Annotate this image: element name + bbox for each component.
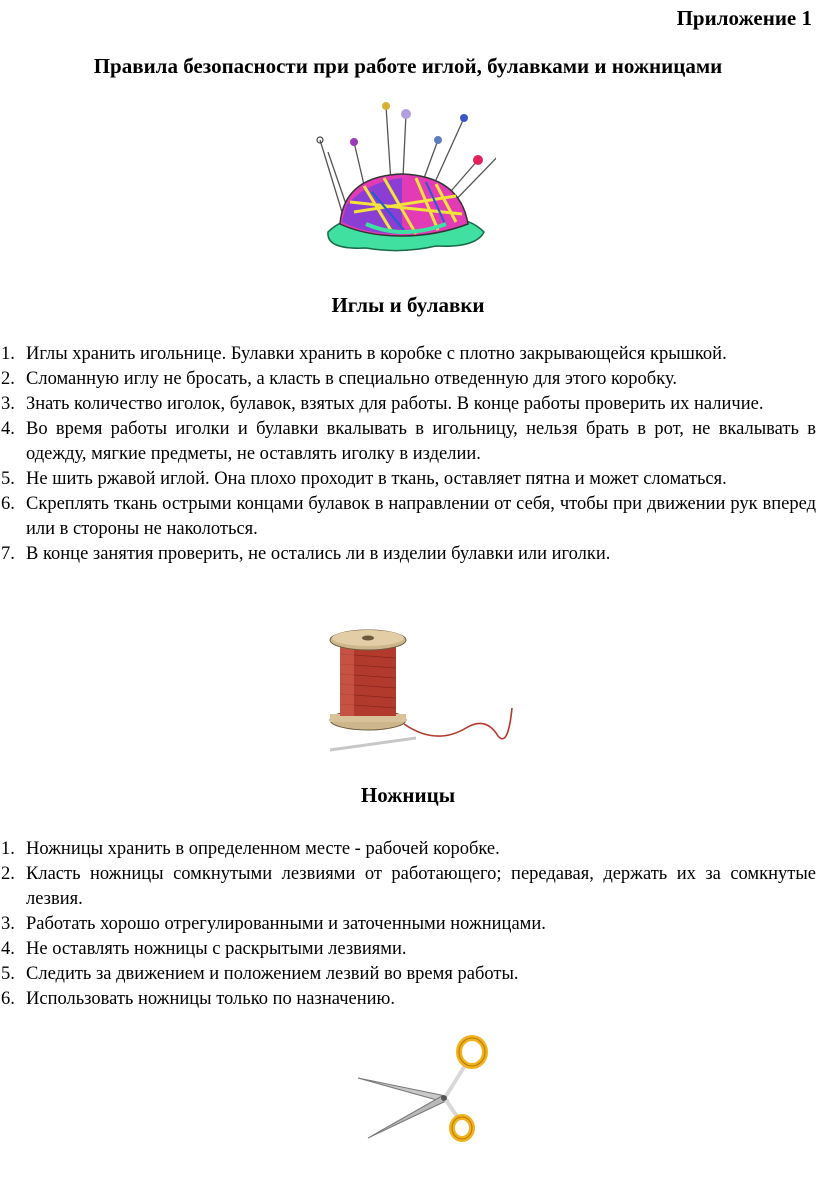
list-item: 4. Во время работы иголки и булавки вкалывать в игольницу, нельзя брать в рот, не вкалывать в одежду, мягкие предметы, не оставлять иголку в изделии. [1, 419, 816, 464]
list-item: 4. Не оставлять ножницы с раскрытыми лезвиями. [1, 939, 407, 959]
pincushion-icon [306, 102, 496, 258]
scissors-rules-list [0, 837, 816, 1012]
appendix-label: Приложение 1 [676, 6, 812, 30]
list-item: 6. Скреплять ткань острыми концами булавок в направлении от себя, чтобы при движении рук вперед или в стороны не наколоться. [1, 494, 816, 539]
list-item: 3. Знать количество иголок, булавок, взятых для работы. В конце работы проверить их наличие. [1, 394, 764, 414]
list-item: 2. Класть ножницы сомкнутыми лезвиями от работающего; передавая, держать их за сомкнутые лезвия. [1, 864, 816, 909]
page-title: Правила безопасности при работе иглой, булавками и ножницами [93, 54, 723, 78]
list-item: 6. Использовать ножницы только по назначению. [1, 989, 395, 1009]
list-item: 2. Сломанную иглу не бросать, а класть в специально отведенную для этого коробку. [1, 369, 677, 389]
list-item: 1. Иглы хранить игольнице. Булавки хранить в коробке с плотно закрывающейся крышкой. [1, 344, 727, 364]
needles-rules-list [0, 342, 816, 567]
scissors-icon [354, 1030, 500, 1142]
list-item: 5. Следить за движением и положением лезвий во время работы. [1, 964, 519, 984]
list-item: 1. Ножницы хранить в определенном месте - рабочей коробке. [1, 839, 500, 859]
scissors-heading: Ножницы [360, 783, 456, 807]
needles-heading: Иглы и булавки [331, 293, 485, 317]
list-item: 3. Работать хорошо отрегулированными и заточенными ножницами. [1, 914, 546, 934]
list-item: 7. В конце занятия проверить, не остались ли в изделии булавки или иголки. [1, 544, 611, 564]
thread-spool-icon [326, 628, 522, 752]
list-item: 5. Не шить ржавой иглой. Она плохо проходит в ткань, оставляет пятна и может сломаться. [1, 469, 727, 489]
